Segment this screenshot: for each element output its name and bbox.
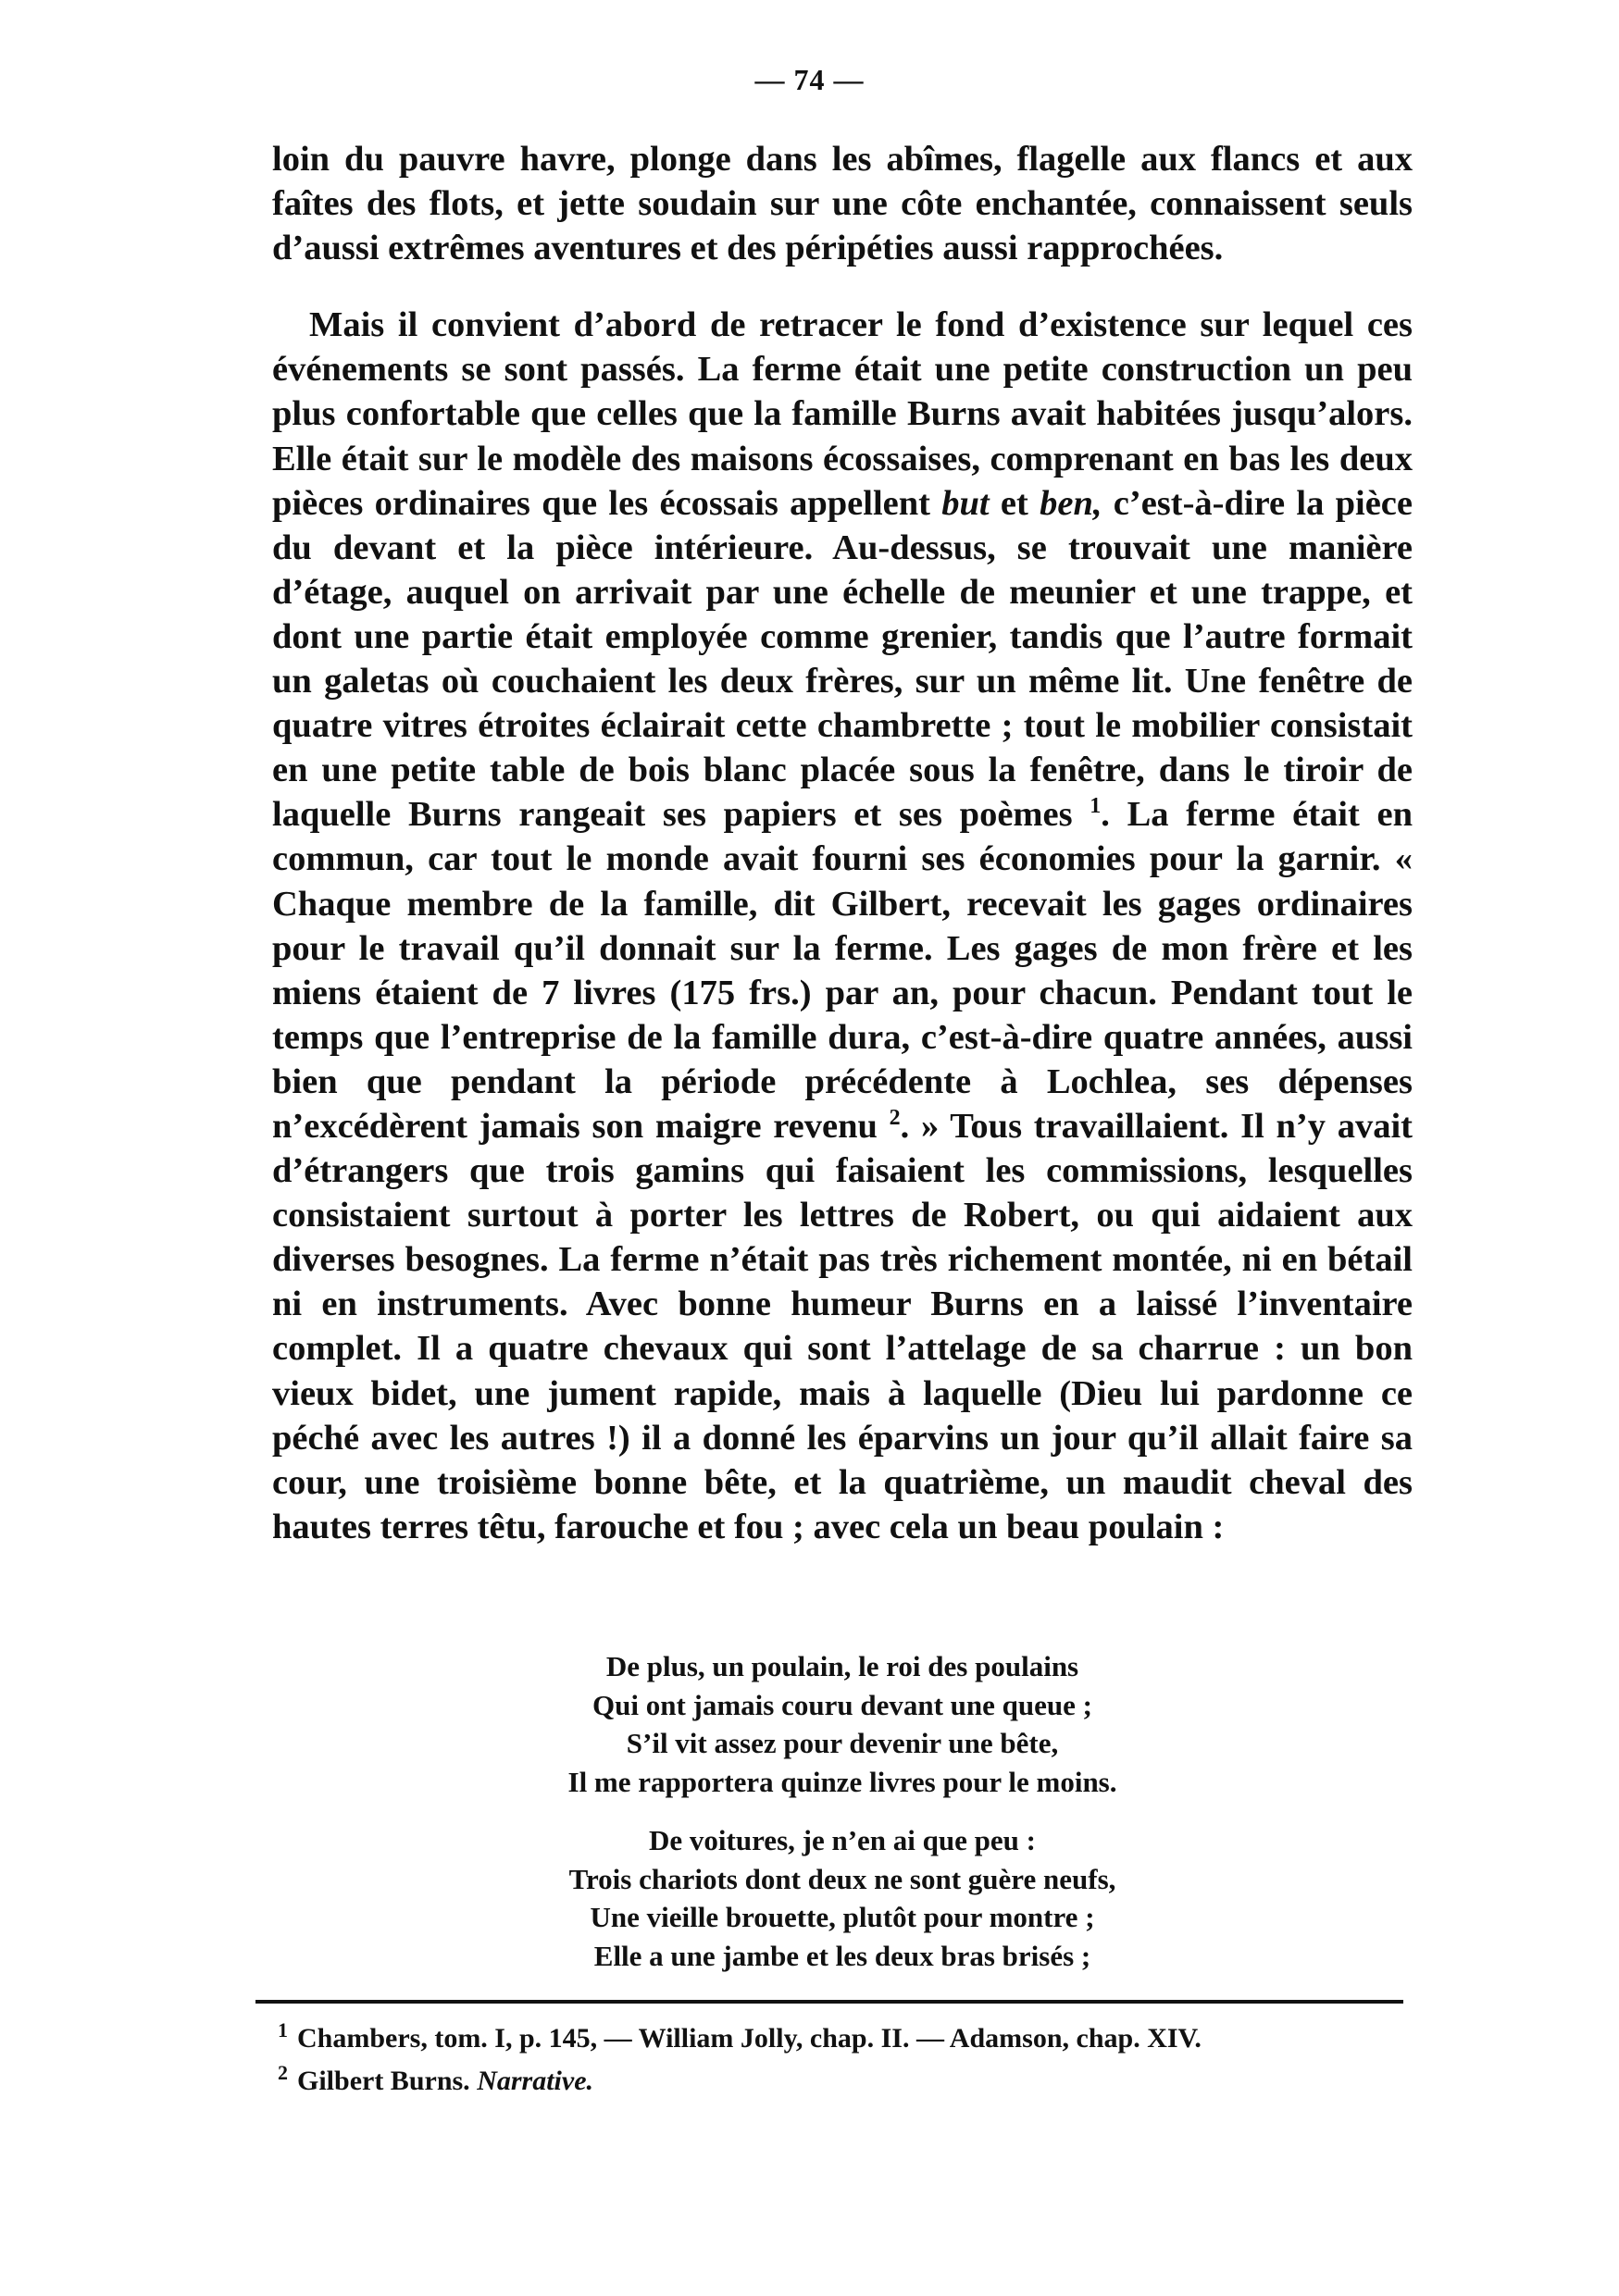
verse-line: Trois chariots dont deux ne sont guère neufs, <box>568 1862 1116 1895</box>
italic-text: Narrative. <box>477 2066 594 2096</box>
verse-line: De voitures, je n’en ai que peu : <box>649 1824 1036 1856</box>
text-run: Gilbert Burns. <box>297 2066 478 2096</box>
verse-line: S’il vit assez pour devenir une bête, <box>626 1727 1059 1759</box>
footnote-mark: 2 <box>278 2061 288 2084</box>
text-run: Mais il convient d’abord de retracer le fond d’existence sur lequel ces événements se sont passés. La ferme était une petite construction un peu plus confortable que celles que la famille Burns avait habitées jusqu’alors. Elle était sur le modèle des maisons écossaises, comprenant en bas les deux pièces ordinaires que les écossais appellent <box>272 305 1413 523</box>
verse-stanza-2 <box>272 1821 1413 1975</box>
verse-line: Elle a une jambe et les deux bras brisés ; <box>593 1939 1091 1972</box>
verse-line: Une vieille brouette, plutôt pour montre ; <box>590 1901 1095 1933</box>
text-run: et <box>989 483 1040 523</box>
page-number: — 74 — <box>754 63 865 96</box>
footnote-reference: 2 <box>889 1106 901 1131</box>
footnote <box>278 2060 1407 2103</box>
footnote-divider <box>255 2000 1403 2004</box>
italic-text: ben, <box>1040 483 1102 523</box>
footnotes <box>278 2017 1407 2103</box>
verse-line: De plus, un poulain, le roi des poulains <box>605 1650 1079 1682</box>
text-run: loin du pauvre havre, plonge dans les abîmes, flagelle aux flancs et aux faîtes des flots, et jette soudain sur une côte enchantée, connaissent seuls d’aussi extrêmes aventures et des péripéties aussi rapprochées. <box>272 140 1413 268</box>
body-text <box>272 137 1413 1549</box>
text-run: Chambers, tom. I, p. 145, — William Jolly, chap. II. — Adamson, chap. XIV. <box>297 2023 1202 2054</box>
footnote-reference: 1 <box>1090 794 1102 819</box>
text-run: c’est-à-dire la pièce du devant et la pièce intérieure. Au-dessus, se trouvait une manière d’étage, auquel on arrivait par une échelle de meunier et une trappe, et dont une partie était employée comme grenier, tandis que l’autre formait un galetas où couchaient les deux frères, sur un même lit. Une fenêtre de quatre vitres étroites éclairait cette chambrette ; tout le mobilier consistait en une petite table de bois blanc placée sous la fenêtre, dans le tiroir de laquelle Burns rangeait ses papiers et ses poèmes <box>272 483 1413 835</box>
paragraph <box>272 303 1413 1549</box>
paragraph <box>272 137 1413 270</box>
text-run: . » Tous travaillaient. Il n’y avait d’étrangers que trois gamins qui faisaient les commissions, lesquelles consistaient surtout à porter les lettres de Robert, ou qui aidaient aux diverses besognes. La ferme n’était pas très richement montée, ni en bétail ni en instruments. Avec bonne humeur Burns en a laissé l’inventaire complet. Il a quatre chevaux qui sont l’attelage de sa charrue : un bon vieux bidet, une jument rapide, mais à laquelle (Dieu lui pardonne ce péché avec les autres !) il a donné les éparvins un jour qu’il allait faire sa cour, une troisième bonne bête, et la quatrième, un maudit cheval des hautes terres têtu, farouche et fou ; avec cela un beau poulain : <box>272 1106 1413 1546</box>
verse-line: Qui ont jamais couru devant une queue ; <box>592 1688 1092 1721</box>
verse-stanza-1 <box>272 1647 1413 1801</box>
footnote-mark: 1 <box>278 2018 288 2042</box>
footnote <box>278 2017 1407 2060</box>
text-run: . La ferme était en commun, car tout le monde avait fourni ses économies pour la garnir. « Chaque membre de la famille, dit Gilbert, recevait les gages ordinaires pour le travail qu’il donnait sur la ferme. Les gages de mon frère et les miens étaient de 7 livres (175 frs.) par an, pour chacun. Pendant tout le temps que l’entreprise de la famille dura, c’est-à-dire quatre années, aussi bien que pendant la période précédente à Lochlea, ses dépenses n’excédèrent jamais son maigre revenu <box>272 795 1414 1146</box>
verse-line: Il me rapportera quinze livres pour le moins. <box>567 1765 1117 1798</box>
italic-text: but <box>941 483 990 523</box>
